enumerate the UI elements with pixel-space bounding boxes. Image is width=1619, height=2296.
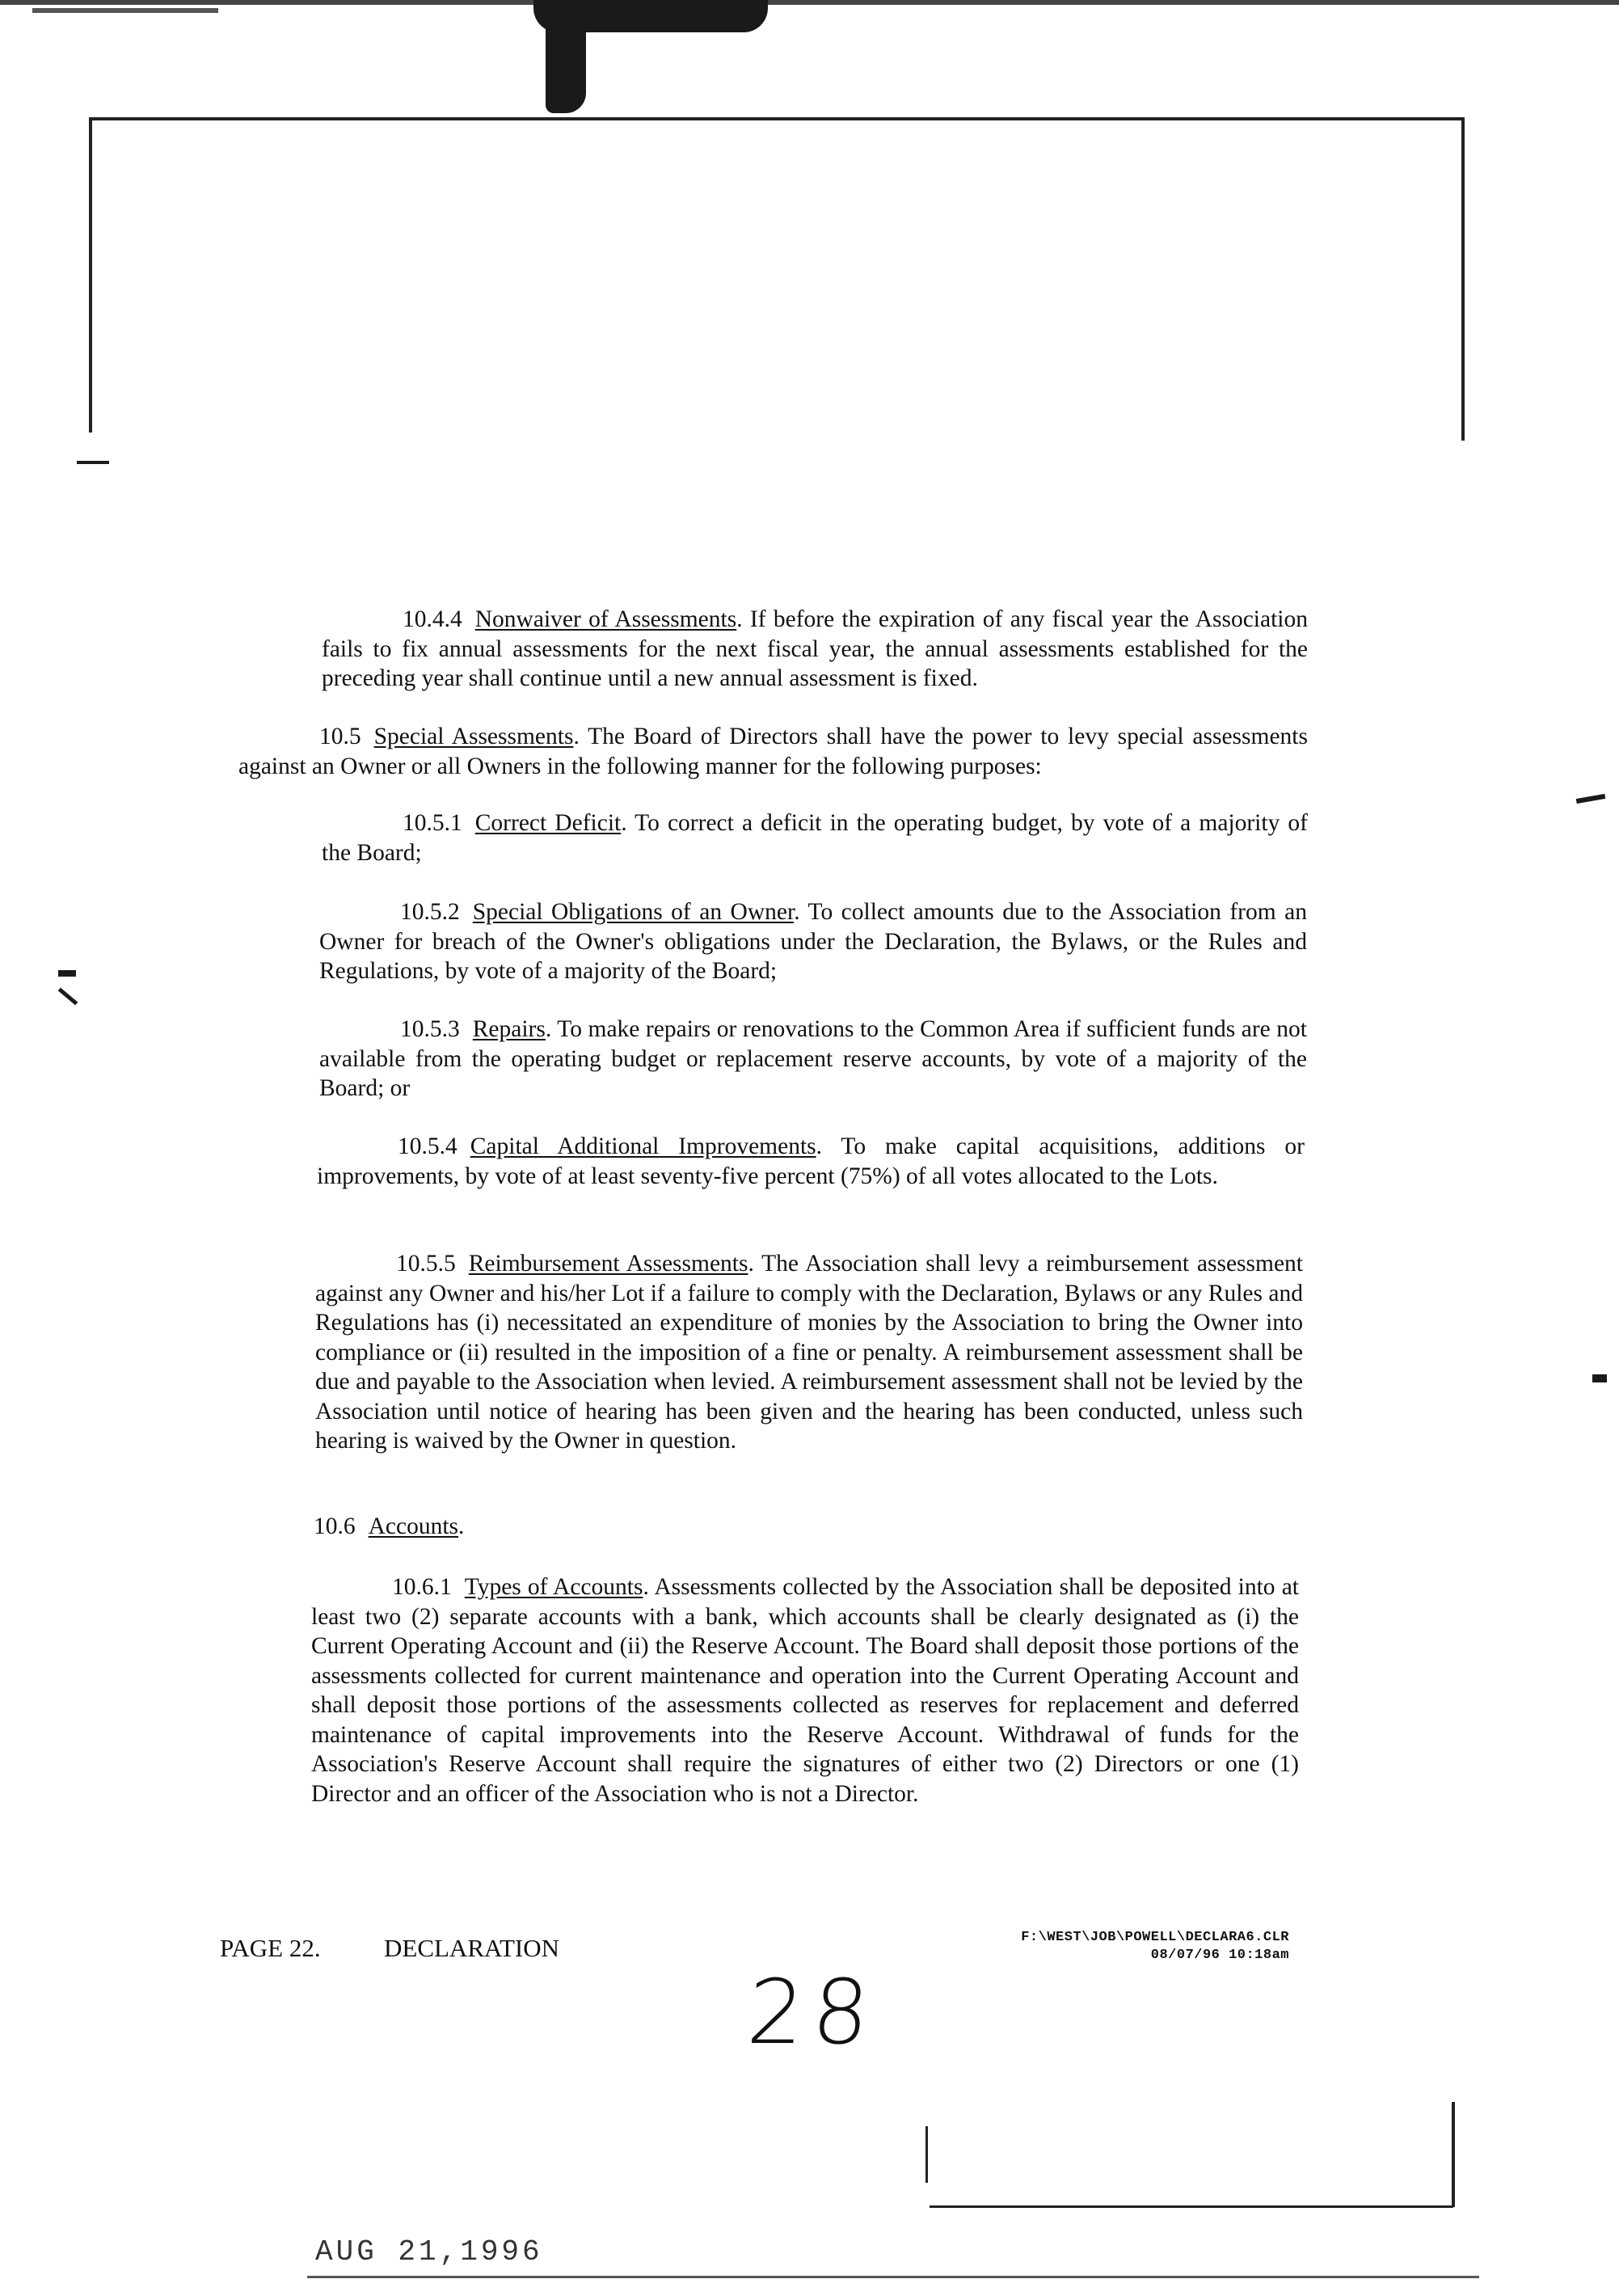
scan-artifact-bottom-line — [307, 2276, 1479, 2278]
section-body: . Assessments collected by the Association shall be deposited into at least two (2) separate accounts with a bank, which accounts shall be clearly designated as (i) the Current Operating Account and (ii) the Reserve Account. The Board shall deposit those portions of the assessments collected for current maintenance and operation into the Current Operating Account and shall deposit those portions of the assessments collected as reserves for replacement and deferred maintenance of capital improvements into the Reserve Account. Withdrawal of funds for the Association's Reserve Account shall require the signatures of either two (2) Directors or one (1) Director and an officer of the Association who is not a Director. — [311, 1574, 1300, 1807]
footer-document-title: DECLARATION — [384, 1934, 559, 1962]
section-heading: Accounts — [368, 1513, 459, 1539]
section-10-6-1 — [311, 1572, 1299, 1809]
bottom-box-right-border — [1452, 2102, 1455, 2207]
section-heading: Types of Accounts — [464, 1574, 643, 1600]
section-heading: Nonwaiver of Assessments — [474, 606, 737, 632]
section-10-5 — [238, 722, 1308, 781]
section-number: 10.5 — [319, 724, 361, 749]
section-heading: Repairs — [472, 1016, 546, 1042]
section-heading: Capital Additional Improvements — [470, 1133, 816, 1159]
section-heading: Correct Deficit — [474, 810, 622, 836]
scan-artifact-right-mark-1 — [1576, 794, 1605, 804]
section-10-5-2 — [319, 897, 1307, 986]
section-body: . To correct a deficit in the operating budget, by vote of a majority of the Board; — [322, 810, 1308, 866]
section-number: 10.6.1 — [392, 1574, 452, 1600]
section-10-5-3 — [319, 1015, 1307, 1104]
section-body: . — [458, 1513, 465, 1539]
section-number: 10.5.1 — [403, 810, 462, 836]
top-box-top-border — [91, 117, 1465, 120]
handwritten-page-number: 28 — [744, 1960, 881, 2064]
section-number: 10.5.2 — [400, 899, 460, 925]
scan-artifact-top-dash — [32, 8, 218, 13]
section-number: 10.5.5 — [396, 1251, 456, 1277]
scan-artifact-top-drip — [546, 24, 586, 113]
section-10-4-4 — [322, 605, 1308, 694]
section-number: 10.4.4 — [403, 606, 462, 632]
top-box-left-border — [89, 117, 92, 433]
scan-artifact-right-mark-2 — [1592, 1374, 1607, 1382]
date-stamp: AUG 21,1996 — [315, 2235, 543, 2269]
scan-artifact-left-mark-3 — [58, 988, 78, 1006]
scan-artifact-left-mark-2 — [58, 970, 76, 977]
section-body: . To make capital acquisitions, additions or improvements, by vote of at least seventy-five percent (75%) of all votes allocated to the Lots. — [317, 1133, 1305, 1189]
scan-artifact-left-mark-1 — [77, 461, 109, 464]
section-body: . If before the expiration of any fiscal year the Association fails to fix annual assessments for the next fiscal year, the annual assessments established for the preceding year shall continue until a new annual assessment is fixed. — [322, 606, 1308, 691]
section-heading: Special Obligations of an Owner — [472, 899, 795, 925]
bottom-box-bottom-border — [930, 2205, 1453, 2208]
footer-file-info — [1021, 1929, 1289, 1965]
bottom-box-left-mark — [925, 2126, 928, 2183]
scan-artifact-top-bar — [0, 0, 1619, 5]
section-body: . The Board of Directors shall have the power to levy special assessments against an Owner or all Owners in the following manner for the following purposes: — [238, 724, 1308, 779]
section-10-5-1 — [322, 808, 1308, 867]
section-number: 10.5.3 — [400, 1016, 460, 1042]
section-number: 10.5.4 — [398, 1133, 457, 1159]
top-box-right-border — [1461, 117, 1465, 441]
footer-file-path: F:\WEST\JOB\POWELL\DECLARA6.CLR — [1021, 1930, 1289, 1945]
section-body: . To make repairs or renovations to the Common Area if sufficient funds are not available from the operating budget or replacement reserve accounts, by vote of a majority of the Board; or — [319, 1016, 1307, 1101]
footer-page-number: PAGE 22. — [220, 1934, 321, 1962]
section-number: 10.6 — [314, 1513, 356, 1539]
section-10-5-4 — [317, 1132, 1305, 1191]
section-heading: Special Assessments — [373, 724, 574, 749]
footer-file-timestamp: 08/07/96 10:18am — [1150, 1948, 1289, 1963]
section-body: . The Association shall levy a reimbursement assessment against any Owner and his/her Lot if a failure to comply with the Declaration, Bylaws or any Rules and Regulations has (i) necessitated an expenditure of monies by the Association to bring the Owner into compliance or (ii) resulted in the imposition of a fine or penalty. A reimbursement assessment shall be due and payable to the Association when levied. A reimbursement assessment shall not be levied by the Association until notice of hearing has been given and the hearing has been conducted, unless such hearing is waived by the Owner in question. — [315, 1251, 1303, 1454]
section-heading: Reimbursement Assessments — [468, 1251, 748, 1277]
section-body: . To collect amounts due to the Association from an Owner for breach of the Owner's obligations under the Declaration, the Bylaws, or the Rules and Regulations, by vote of a majority of the Board; — [319, 899, 1307, 984]
section-10-5-5 — [315, 1249, 1303, 1456]
section-10-6 — [314, 1512, 1301, 1542]
